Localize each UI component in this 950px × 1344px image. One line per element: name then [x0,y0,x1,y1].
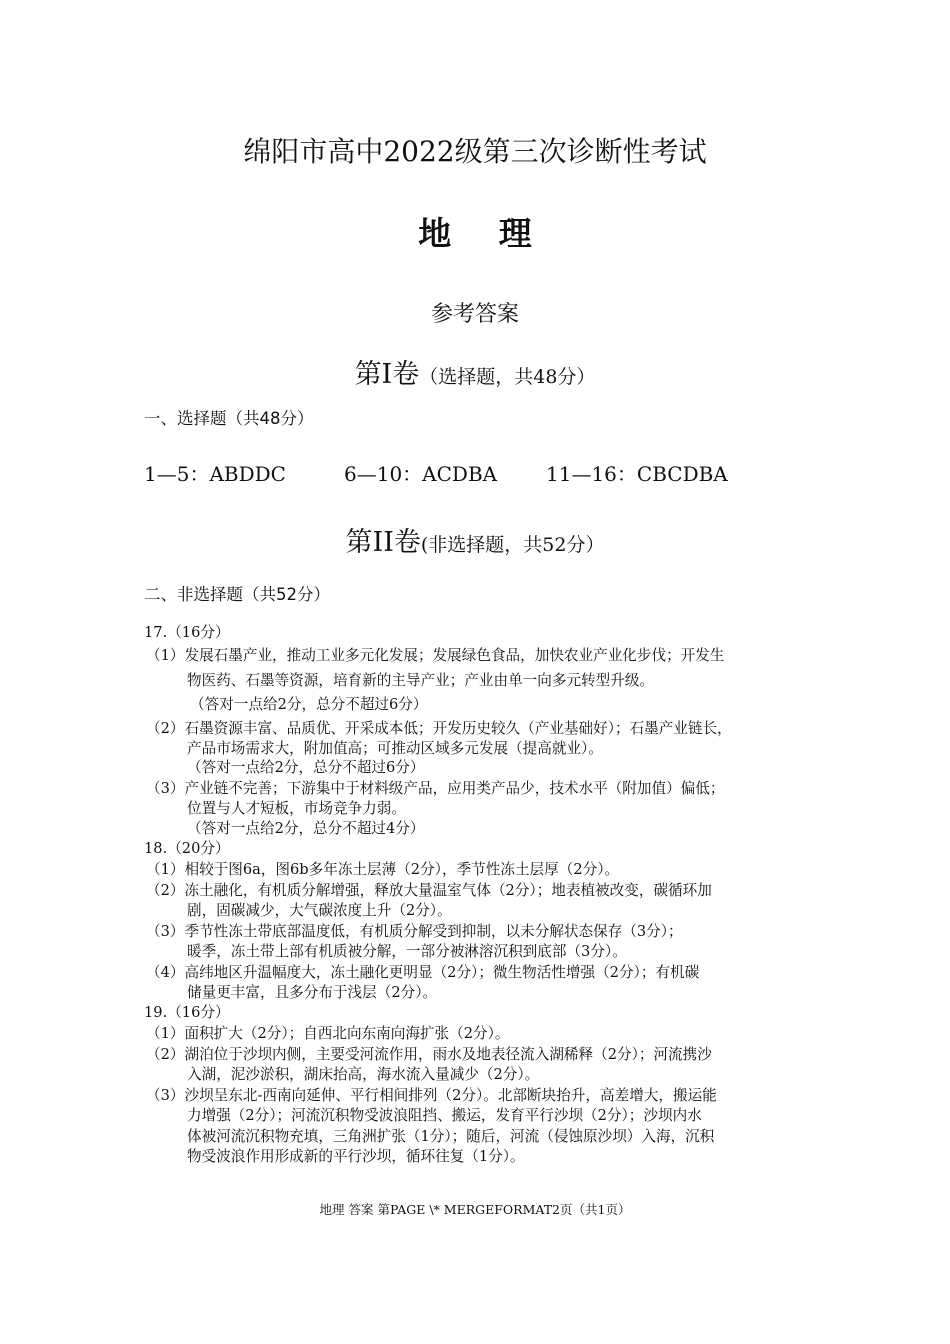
answer-line: （1）面积扩大（2分）；自西北向东南向海扩张（2分）。 [146,1025,510,1042]
answer-line: 位置与人才短板，市场竞争力弱。 [187,800,406,817]
answer-line: 物受波浪作用形成新的平行沙坝，循环往复（1分）。 [187,1148,525,1165]
answer-line: （1）相较于图6a，图6b多年冻土层薄（2分），季节性冻土层厚（2分）。 [146,861,620,878]
exam-title: 绵阳市高中2022级第三次诊断性考试 [243,135,707,168]
page-footer: 地理 答案 第PAGE \* MERGEFORMAT2页（共1页） [319,1202,631,1217]
answer-line: （3）产业链不完善；下游集中于材料级产品，应用类产品少，技术水平（附加值）偏低； [146,780,725,797]
volume-2-title [0,520,950,559]
answer-group: 6—10：ACDBA [344,462,498,486]
answer-line: （1）发展石墨产业，推动工业多元化发展；发展绿色食品，加快农业产业化步伐；开发生 [146,647,725,664]
answer-group: 1—5：ABDDC [144,462,286,486]
scoring-note: （答对一点给2分，总分不超过4分） [187,820,425,837]
volume-1-title [0,352,950,391]
question-heading: 18.（20分） [144,840,230,857]
scoring-note: （答对一点给2分，总分不超过6分） [190,696,428,713]
answer-line: 物医药、石墨等资源，培育新的主导产业；产业由单一向多元转型升级。 [187,672,655,689]
answer-group: 11—16：CBCDBA [546,462,728,486]
answer-line: 力增强（2分）；河流沉积物受波浪阻挡、搬运，发育平行沙坝（2分）；沙坝内水 [187,1107,702,1124]
answer-line: 体被河流沉积物充填，三角洲扩张（1分）；随后，河流（侵蚀原沙坝）入海，沉积 [187,1128,715,1145]
answer-line: 剧，固碳减少，大气碳浓度上升（2分）。 [187,902,452,919]
answer-line: （3）季节性冻土带底部温度低，有机质分解受到抑制，以未分解状态保存（3分）； [146,923,683,940]
volume-1-name: 第I卷 [354,359,420,390]
answer-line: （2）石墨资源丰富、品质优、开采成本低；开发历史较久（产业基础好）；石墨产业链长， [146,720,732,737]
volume-2-note: (非选择题，共52分） [420,534,605,556]
subject-title: 地 理 [418,214,550,253]
reference-answer-heading: 参考答案 [430,302,519,327]
section-1-heading: 一、选择题（共48分） [144,409,314,428]
answer-line: 暖季，冻土带上部有机质被分解，一部分被淋溶沉积到底部（3分）。 [187,943,627,960]
answer-line: （2）冻土融化，有机质分解增强，释放大量温室气体（2分）；地表植被改变，碳循环加 [146,882,712,899]
answer-line: （4）高纬地区升温幅度大，冻土融化更明显（2分）；微生物活性增强（2分）；有机碳 [146,964,700,981]
answer-line: （2）湖泊位于沙坝内侧，主要受河流作用，雨水及地表径流入湖稀释（2分）；河流携沙 [146,1046,712,1063]
answer-line: 储量更丰富，且多分布于浅层（2分）。 [187,984,438,1001]
volume-2-name: 第II卷 [345,527,421,558]
question-heading: 17.（16分） [144,624,230,641]
answer-line: （3）沙坝呈东北-西南向延伸、平行相间排列（2分）。北部断块抬升，高差增大，搬运能 [146,1087,717,1104]
section-2-heading: 二、非选择题（共52分） [144,585,330,604]
volume-1-note: （选择题，共48分） [419,366,596,388]
scoring-note: （答对一点给2分，总分不超过6分） [187,759,425,776]
answer-line: 产品市场需求大，附加值高；可推动区域多元发展（提高就业）。 [187,740,603,757]
answer-line: 入湖，泥沙淤积，湖床抬高，海水流入量减少（2分）。 [187,1066,540,1083]
question-heading: 19.（16分） [144,1004,230,1021]
